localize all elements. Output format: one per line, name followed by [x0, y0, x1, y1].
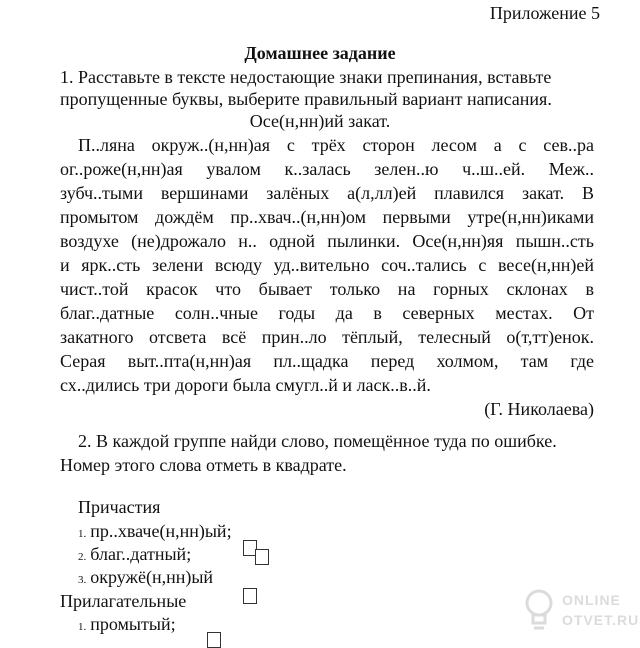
group-title-participles: Причастия — [78, 497, 161, 517]
item-text: промытый; — [90, 614, 176, 634]
list-item — [78, 613, 176, 638]
page-title: Домашнее задание — [244, 43, 396, 63]
item-number: 1. — [78, 621, 87, 633]
lightbulb-icon — [522, 588, 556, 634]
item-text: благ..датный; — [90, 544, 192, 564]
list-item — [78, 520, 232, 545]
item-number: 2. — [78, 551, 87, 563]
paragraph-line: и ярк..сть зелени всюду уд..вительно соч..тались с весе(н,нн)ей — [60, 255, 594, 275]
paragraph-line: П..ляна окруж..(н,нн)ая с трёх сторон лесом а с сев..ра — [78, 135, 594, 155]
paragraph-line: ог..роже(н,нн)ая увалом к..залась зелен..ю ч..ш..ей. Меж.. — [60, 159, 594, 179]
appendix-label: Приложение 5 — [489, 3, 600, 23]
watermark-line-2: OTVET.RU — [562, 612, 640, 628]
task2-line-2: Номер этого слова отметь в квадрате. — [60, 455, 347, 475]
item-text: пр..хваче(н,нн)ый; — [90, 521, 232, 541]
watermark-line-1: ONLINE — [562, 592, 621, 608]
paragraph-line: благ..датные солн..чные годы да в северных местах. От — [60, 303, 594, 323]
task2-line-1: 2. В каждой группе найди слово, помещённое туда по ошибке. — [78, 431, 557, 451]
paragraph-line: зубч..тыми вершинами залёных а(л,лл)ей плавился закат. В — [60, 183, 594, 203]
list-item — [78, 543, 191, 568]
paragraph-line: воздухе (не)дрожало н.. одной пылинки. Осе(н,нн)яя пышн..сть — [60, 231, 594, 251]
paragraph-line: закатного отсвета всё прин..ло тёплый, телесный о(т,тт)енок. — [60, 327, 594, 347]
answer-box[interactable] — [243, 588, 257, 604]
list-item — [78, 566, 213, 591]
answer-box[interactable] — [255, 549, 269, 565]
task1-line-2: пропущенные буквы, выберите правильный вариант написания. — [60, 89, 552, 109]
answer-box[interactable] — [207, 632, 221, 648]
watermark — [522, 588, 640, 636]
task1-line-1: 1. Расставьте в тексте недостающие знаки препинания, вставьте — [60, 67, 552, 87]
text-title: Осе(н,нн)ий закат. — [249, 111, 391, 131]
paragraph-line: чист..той красок что бывает только на горных склонах в — [60, 279, 594, 299]
paragraph-line: Серая выт..пта(н,нн)ая пл..щадка перед холмом, там где — [60, 351, 594, 371]
item-text: окружё(н,нн)ый — [90, 567, 214, 587]
item-number: 3. — [78, 574, 87, 586]
paragraph-line: промытом дождём пр..хвач..(н,нн)ом первыми утре(н,нн)иками — [60, 207, 594, 227]
author: (Г. Николаева) — [484, 399, 594, 419]
group-title-adjectives: Прилагательные — [60, 591, 187, 611]
item-number: 1. — [78, 528, 87, 540]
paragraph-line: сх..дились три дороги была смугл..й и ласк..в..й. — [60, 375, 431, 395]
